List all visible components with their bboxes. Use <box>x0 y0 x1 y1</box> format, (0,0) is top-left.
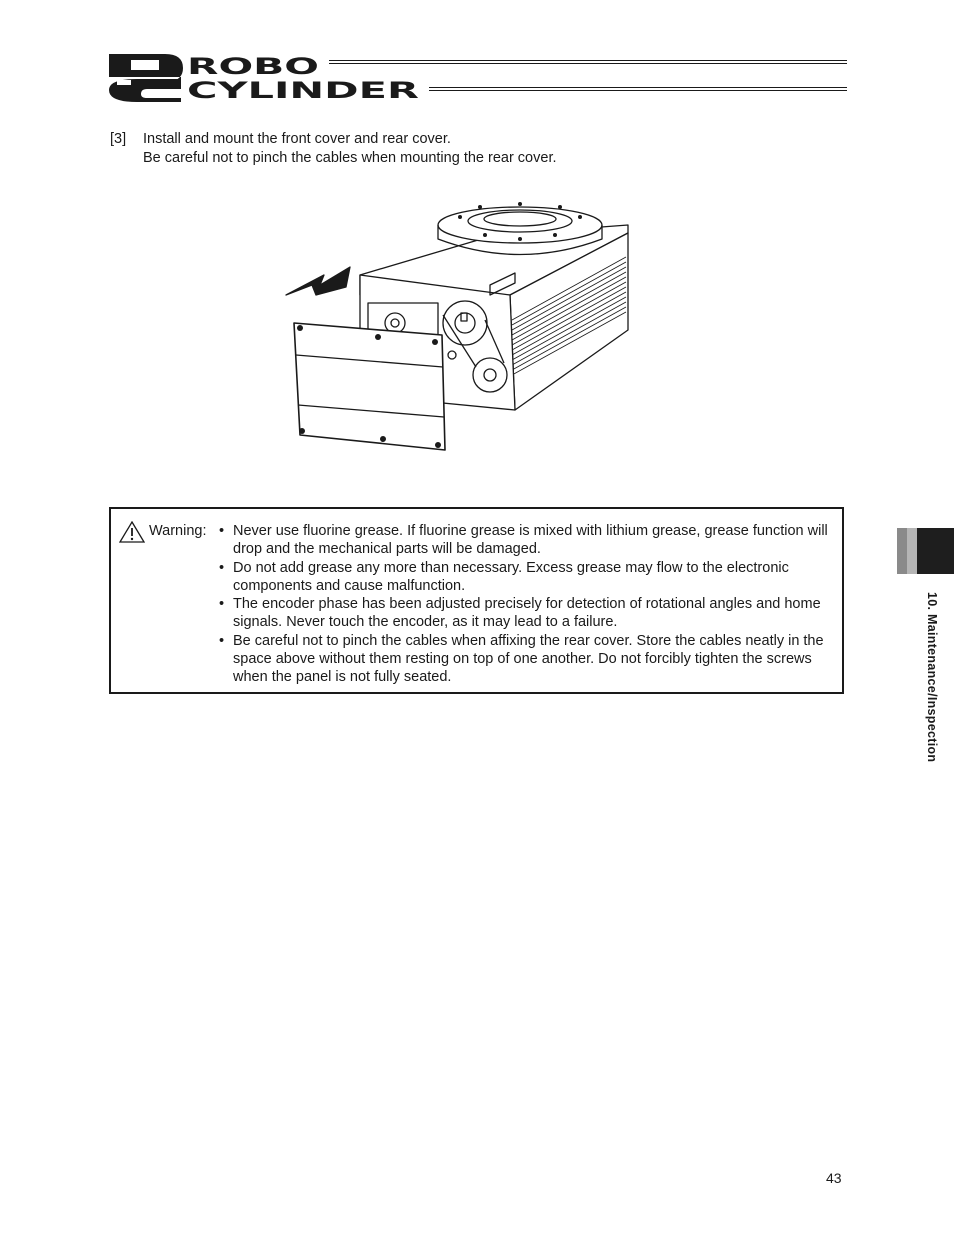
chapter-tab <box>897 528 954 574</box>
page-header <box>107 52 847 104</box>
warning-item: • Never use fluorine grease. If fluorine grease is mixed with lithium grease, grease function will drop and the mechanical parts will be damaged. <box>219 523 828 558</box>
page-number: 43 <box>826 1170 842 1186</box>
rear-cover-illustration <box>280 195 640 460</box>
warning-list <box>219 522 834 687</box>
logo-text-cylinder: CYLINDER <box>187 79 420 104</box>
logo-text-robo: ROBO <box>187 55 319 80</box>
warning-item: • The encoder phase has been adjusted precisely for detection of rotational angles and home signals. Never touch the encoder, as it may lead to a failure. <box>219 596 821 631</box>
warning-item: • Be careful not to pinch the cables when affixing the rear cover. Store the cables neatly in the space above without them resting on top of one another. Do not forcibly tighten the screws when the panel is not fully seated. <box>219 632 824 686</box>
warning-triangle-icon <box>119 521 145 543</box>
step-instruction-1: Install and mount the front cover and rear cover. <box>143 131 451 147</box>
header-rule-top <box>329 60 847 64</box>
header-rule-bottom <box>429 87 847 91</box>
step-number: [3] <box>110 131 127 147</box>
warning-item: • Do not add grease any more than necessary. Excess grease may flow to the electronic components and cause malfunction. <box>219 559 789 594</box>
warning-label: Warning: <box>149 523 207 539</box>
warning-box <box>109 507 844 694</box>
step-instruction-2: Be careful not to pinch the cables when mounting the rear cover. <box>143 150 557 166</box>
chapter-label: 10. Maintenance/Inspection <box>925 592 939 763</box>
